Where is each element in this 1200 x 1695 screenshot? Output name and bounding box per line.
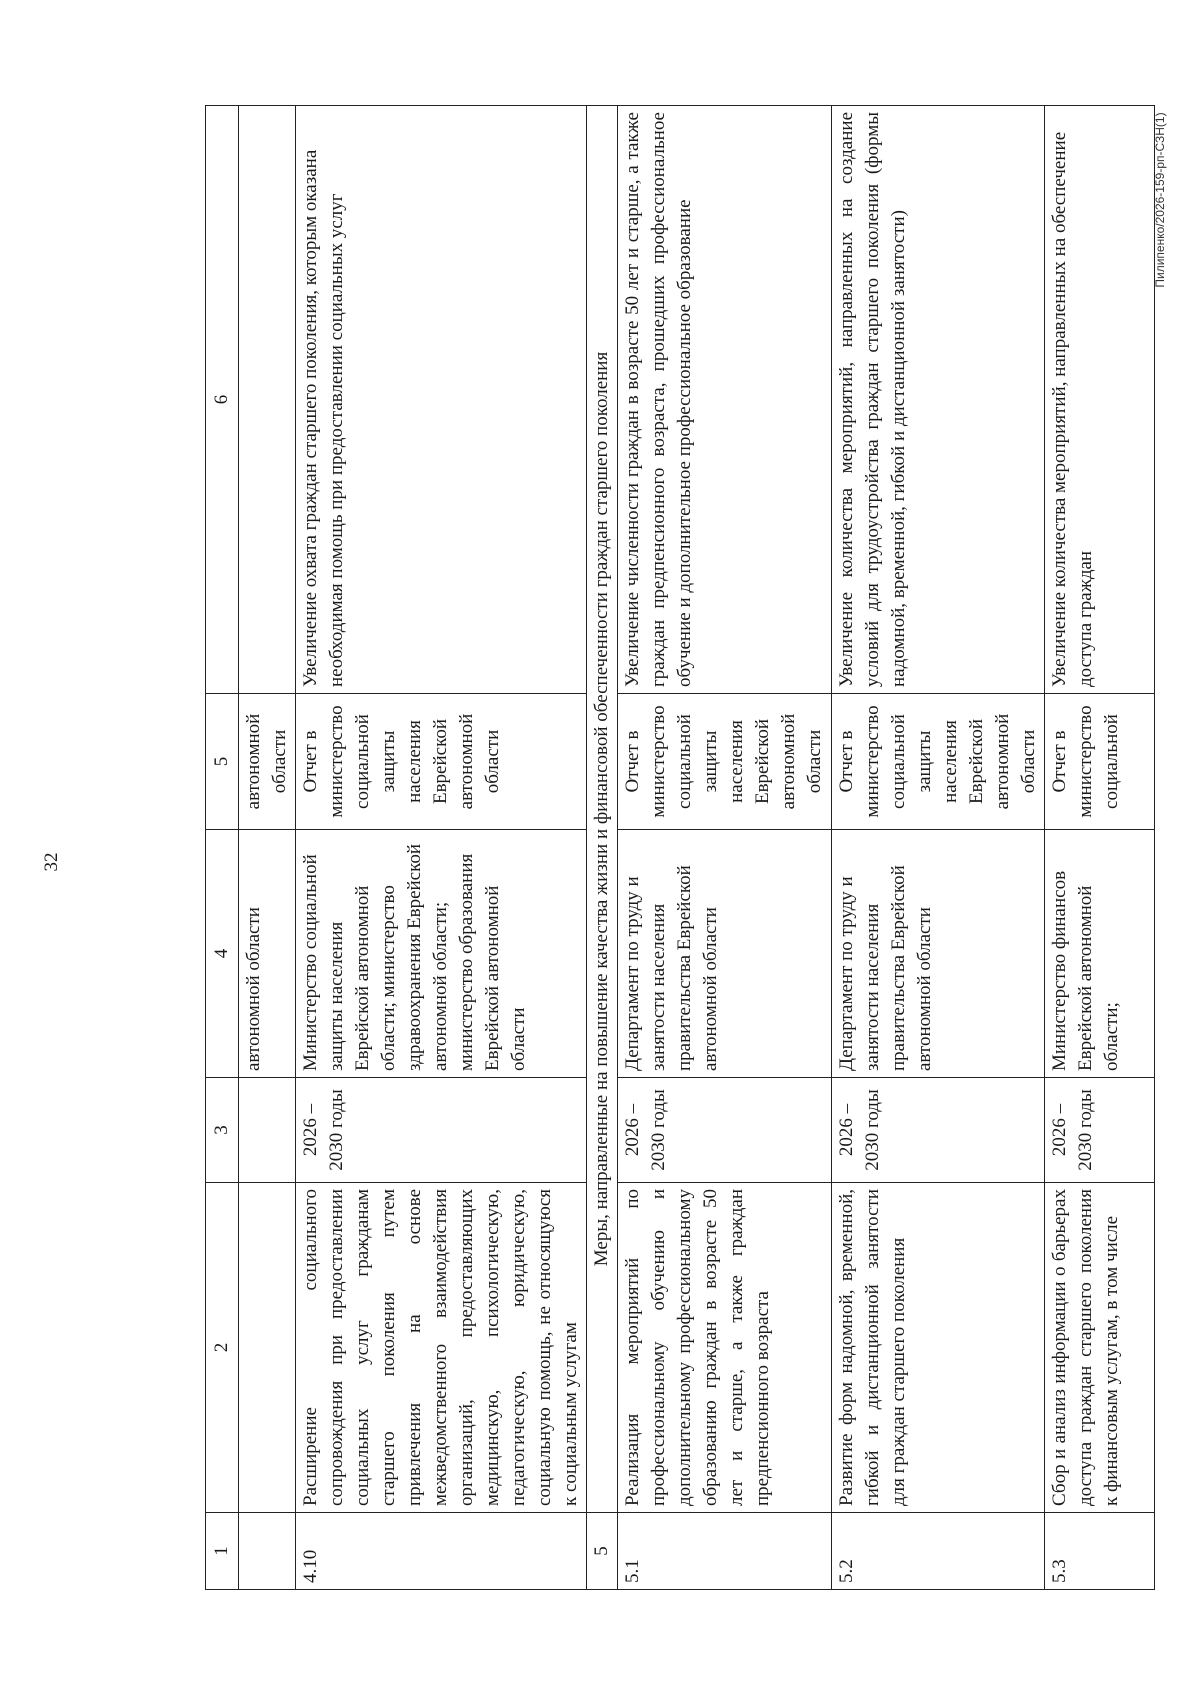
report-cell: автономной области (239, 694, 296, 830)
report-cell: Отчет в министерство социальной защиты населения Еврейской автономной области (296, 694, 587, 830)
executor-cell: автономной области (239, 830, 296, 1078)
result-cell: Увеличение количества мероприятий, направленных на обеспечение доступа граждан (1044, 106, 1154, 694)
executor-cell: Департамент по труду и занятости населения правительства Еврейской автономной области (618, 830, 831, 1078)
document-code: Пилипенко/2026-159-рп-СЗН(1) (1153, 112, 1167, 288)
report-cell: Отчет в министерство социальной (1044, 694, 1154, 830)
term-cell: 2026 – 2030 годы (831, 1078, 1044, 1183)
header-cell: 1 (206, 1513, 239, 1590)
rotated-table-container (205, 106, 1155, 1590)
executor-cell: Министерство финансов Еврейской автономной области; (1044, 830, 1154, 1078)
executor-cell: Министерство социальной защиты населения Еврейской автономной области; министерство здравоохранения Еврейской автономной области; министерство образования Еврейской автономной области (296, 830, 587, 1078)
header-cell: 5 (206, 694, 239, 830)
measures-table (205, 105, 1155, 1590)
header-cell: 6 (206, 106, 239, 694)
measure-cell: Расширение социального сопровождения при предоставлении социальных услуг гражданам старшего поколения путем привлечения на основе межведомственного взаимодействия организаций, предоставляющих медицинскую, психологическую, педагогическую, юридическую, социальную помощь, не относящуюся к социальным услугам (296, 1183, 587, 1513)
table-row (831, 106, 1044, 1590)
table-cell (239, 1513, 296, 1590)
row-number: 5.3 (1044, 1513, 1154, 1590)
row-number: 5.1 (618, 1513, 831, 1590)
header-cell: 2 (206, 1183, 239, 1513)
term-cell: 2026 – 2030 годы (296, 1078, 587, 1183)
section-row (587, 106, 618, 1590)
table-row (296, 106, 587, 1590)
measure-cell: Развитие форм надомной, временной, гибкой и дистанционной занятости для граждан старшего поколения (831, 1183, 1044, 1513)
report-cell: Отчет в министерство социальной защиты населения Еврейской автономной области (831, 694, 1044, 830)
header-cell: 4 (206, 830, 239, 1078)
row-number: 5.2 (831, 1513, 1044, 1590)
table-row (1044, 106, 1154, 1590)
continuation-row (239, 106, 296, 1590)
table-row (618, 106, 831, 1590)
executor-cell: Департамент по труду и занятости населения правительства Еврейской автономной области (831, 830, 1044, 1078)
result-cell: Увеличение охвата граждан старшего поколения, которым оказана необходимая помощь при предоставлении социальных услуг (296, 106, 587, 694)
section-title: Меры, направленные на повышение качества жизни и финансовой обеспеченности граждан старшего поколения (587, 106, 618, 1513)
table-cell (239, 106, 296, 694)
measure-cell: Сбор и анализ информации о барьерах доступа граждан старшего поколения к финансовым услугам, в том числе (1044, 1183, 1154, 1513)
page-number: 32 (41, 852, 62, 872)
header-cell: 3 (206, 1078, 239, 1183)
measure-cell: Реализация мероприятий по профессиональному обучению и дополнительному профессиональному образованию граждан в возрасте 50 лет и старше, а также граждан предпенсионного возраста (618, 1183, 831, 1513)
report-cell: Отчет в министерство социальной защиты населения Еврейской автономной области (618, 694, 831, 830)
result-cell: Увеличение численности граждан в возрасте 50 лет и старше, а также граждан предпенсионного возраста, прошедших профессиональное обучение и дополнительное профессиональное образование (618, 106, 831, 694)
result-cell: Увеличение количества мероприятий, направленных на создание условий для трудоустройства граждан старшего поколения (формы надомной, временной, гибкой и дистанционной занятости) (831, 106, 1044, 694)
row-number: 4.10 (296, 1513, 587, 1590)
table-cell (239, 1078, 296, 1183)
table-cell (239, 1183, 296, 1513)
section-number: 5 (587, 1513, 618, 1590)
term-cell: 2026 – 2030 годы (1044, 1078, 1154, 1183)
table-header-row (206, 106, 239, 1590)
term-cell: 2026 – 2030 годы (618, 1078, 831, 1183)
